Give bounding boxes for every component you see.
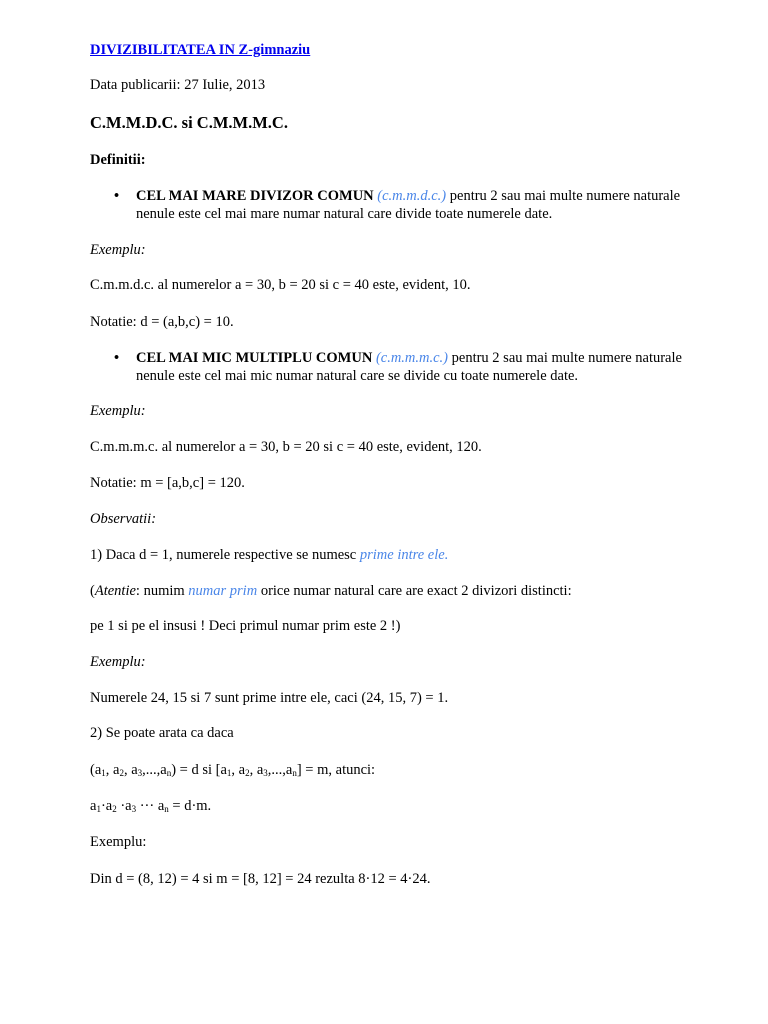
example-label: Exemplu:: [90, 242, 146, 258]
publication-date: Data publicarii: 27 Iulie, 2013: [90, 77, 266, 93]
section-heading: C.M.M.D.C. si C.M.M.M.C.: [90, 113, 288, 132]
final-example: Din d = (8, 12) = 4 si m = [8, 12] = 24 rezulta 8·12 = 4·24.: [90, 871, 431, 887]
gcd-notation: Notatie: d = (a,b,c) = 10.: [90, 314, 234, 330]
example-label: Exemplu:: [90, 834, 147, 850]
definition-lcm-term: CEL MAI MIC MULTIPLU COMUN: [136, 350, 373, 366]
product-line: $a_1\cdot a_2 \cdot a_3$ ··· $a_n = d\cdot m$.: [90, 798, 212, 814]
bullet-marker: •: [114, 350, 120, 366]
observation-1-prefix: 1) Daca d = 1, numerele respective se numesc: [90, 547, 360, 563]
observation-2: 2) Se poate arata ca daca: [90, 725, 234, 741]
bullet-marker: •: [114, 188, 120, 204]
title-link[interactable]: DIVIZIBILITATEA IN Z-gimnaziu: [90, 42, 311, 58]
definition-gcd-rest: pentru 2 sau mai multe numere naturale: [446, 188, 681, 204]
example-label: Exemplu:: [90, 654, 146, 670]
definitions-label: Definitii:: [90, 152, 146, 168]
observation-1: [90, 546, 448, 564]
lcm-notation: Notatie: m = [a,b,c] = 120.: [90, 475, 245, 491]
definition-gcd-abbr: (c.m.m.d.c.): [377, 188, 447, 204]
observation-1-term: prime intre ele.: [359, 547, 449, 563]
attention-open: (: [90, 583, 95, 599]
definition-lcm-rest: pentru 2 sau mai multe numere naturale: [448, 350, 682, 366]
attention-term: numar prim: [188, 583, 258, 599]
lcm-example: C.m.m.m.c. al numerelor a = 30, b = 20 si c = 40 este, evident, 120.: [90, 439, 482, 455]
formula-line: ($a_1$, $a_2$, $a_3,...,a_n) = d$ si [$a_1$, $a_2$, $a_3,...,a_n] = m$, atunci:: [90, 762, 376, 778]
example-label: Exemplu:: [90, 403, 146, 419]
attention-word: Atentie: [94, 583, 136, 599]
definition-lcm-abbr: (c.m.m.m.c.): [375, 350, 449, 366]
attention-line-2: pe 1 si pe el insusi ! Deci primul numar prim este 2 !): [90, 618, 401, 634]
gcd-example: C.m.m.d.c. al numerelor a = 30, b = 20 si c = 40 este, evident, 10.: [90, 277, 471, 293]
attention-mid: : numim: [135, 583, 189, 599]
definition-gcd-term: CEL MAI MARE DIVIZOR COMUN: [136, 188, 374, 204]
definition-gcd-line2: nenule este cel mai mare numar natural care divide toate numerele date.: [136, 206, 553, 222]
prime-example: Numerele 24, 15 si 7 sunt prime intre ele, caci (24, 15, 7) = 1.: [90, 690, 449, 706]
attention-rest: orice numar natural care are exact 2 divizori distincti:: [257, 583, 572, 599]
definition-lcm-line1: [136, 349, 682, 367]
definition-gcd-line1: [136, 187, 680, 205]
observations-label: Observatii:: [90, 511, 157, 527]
attention-line: [90, 582, 572, 600]
definition-lcm-line2: nenule este cel mai mic numar natural care se divide cu toate numerele date.: [136, 368, 579, 384]
